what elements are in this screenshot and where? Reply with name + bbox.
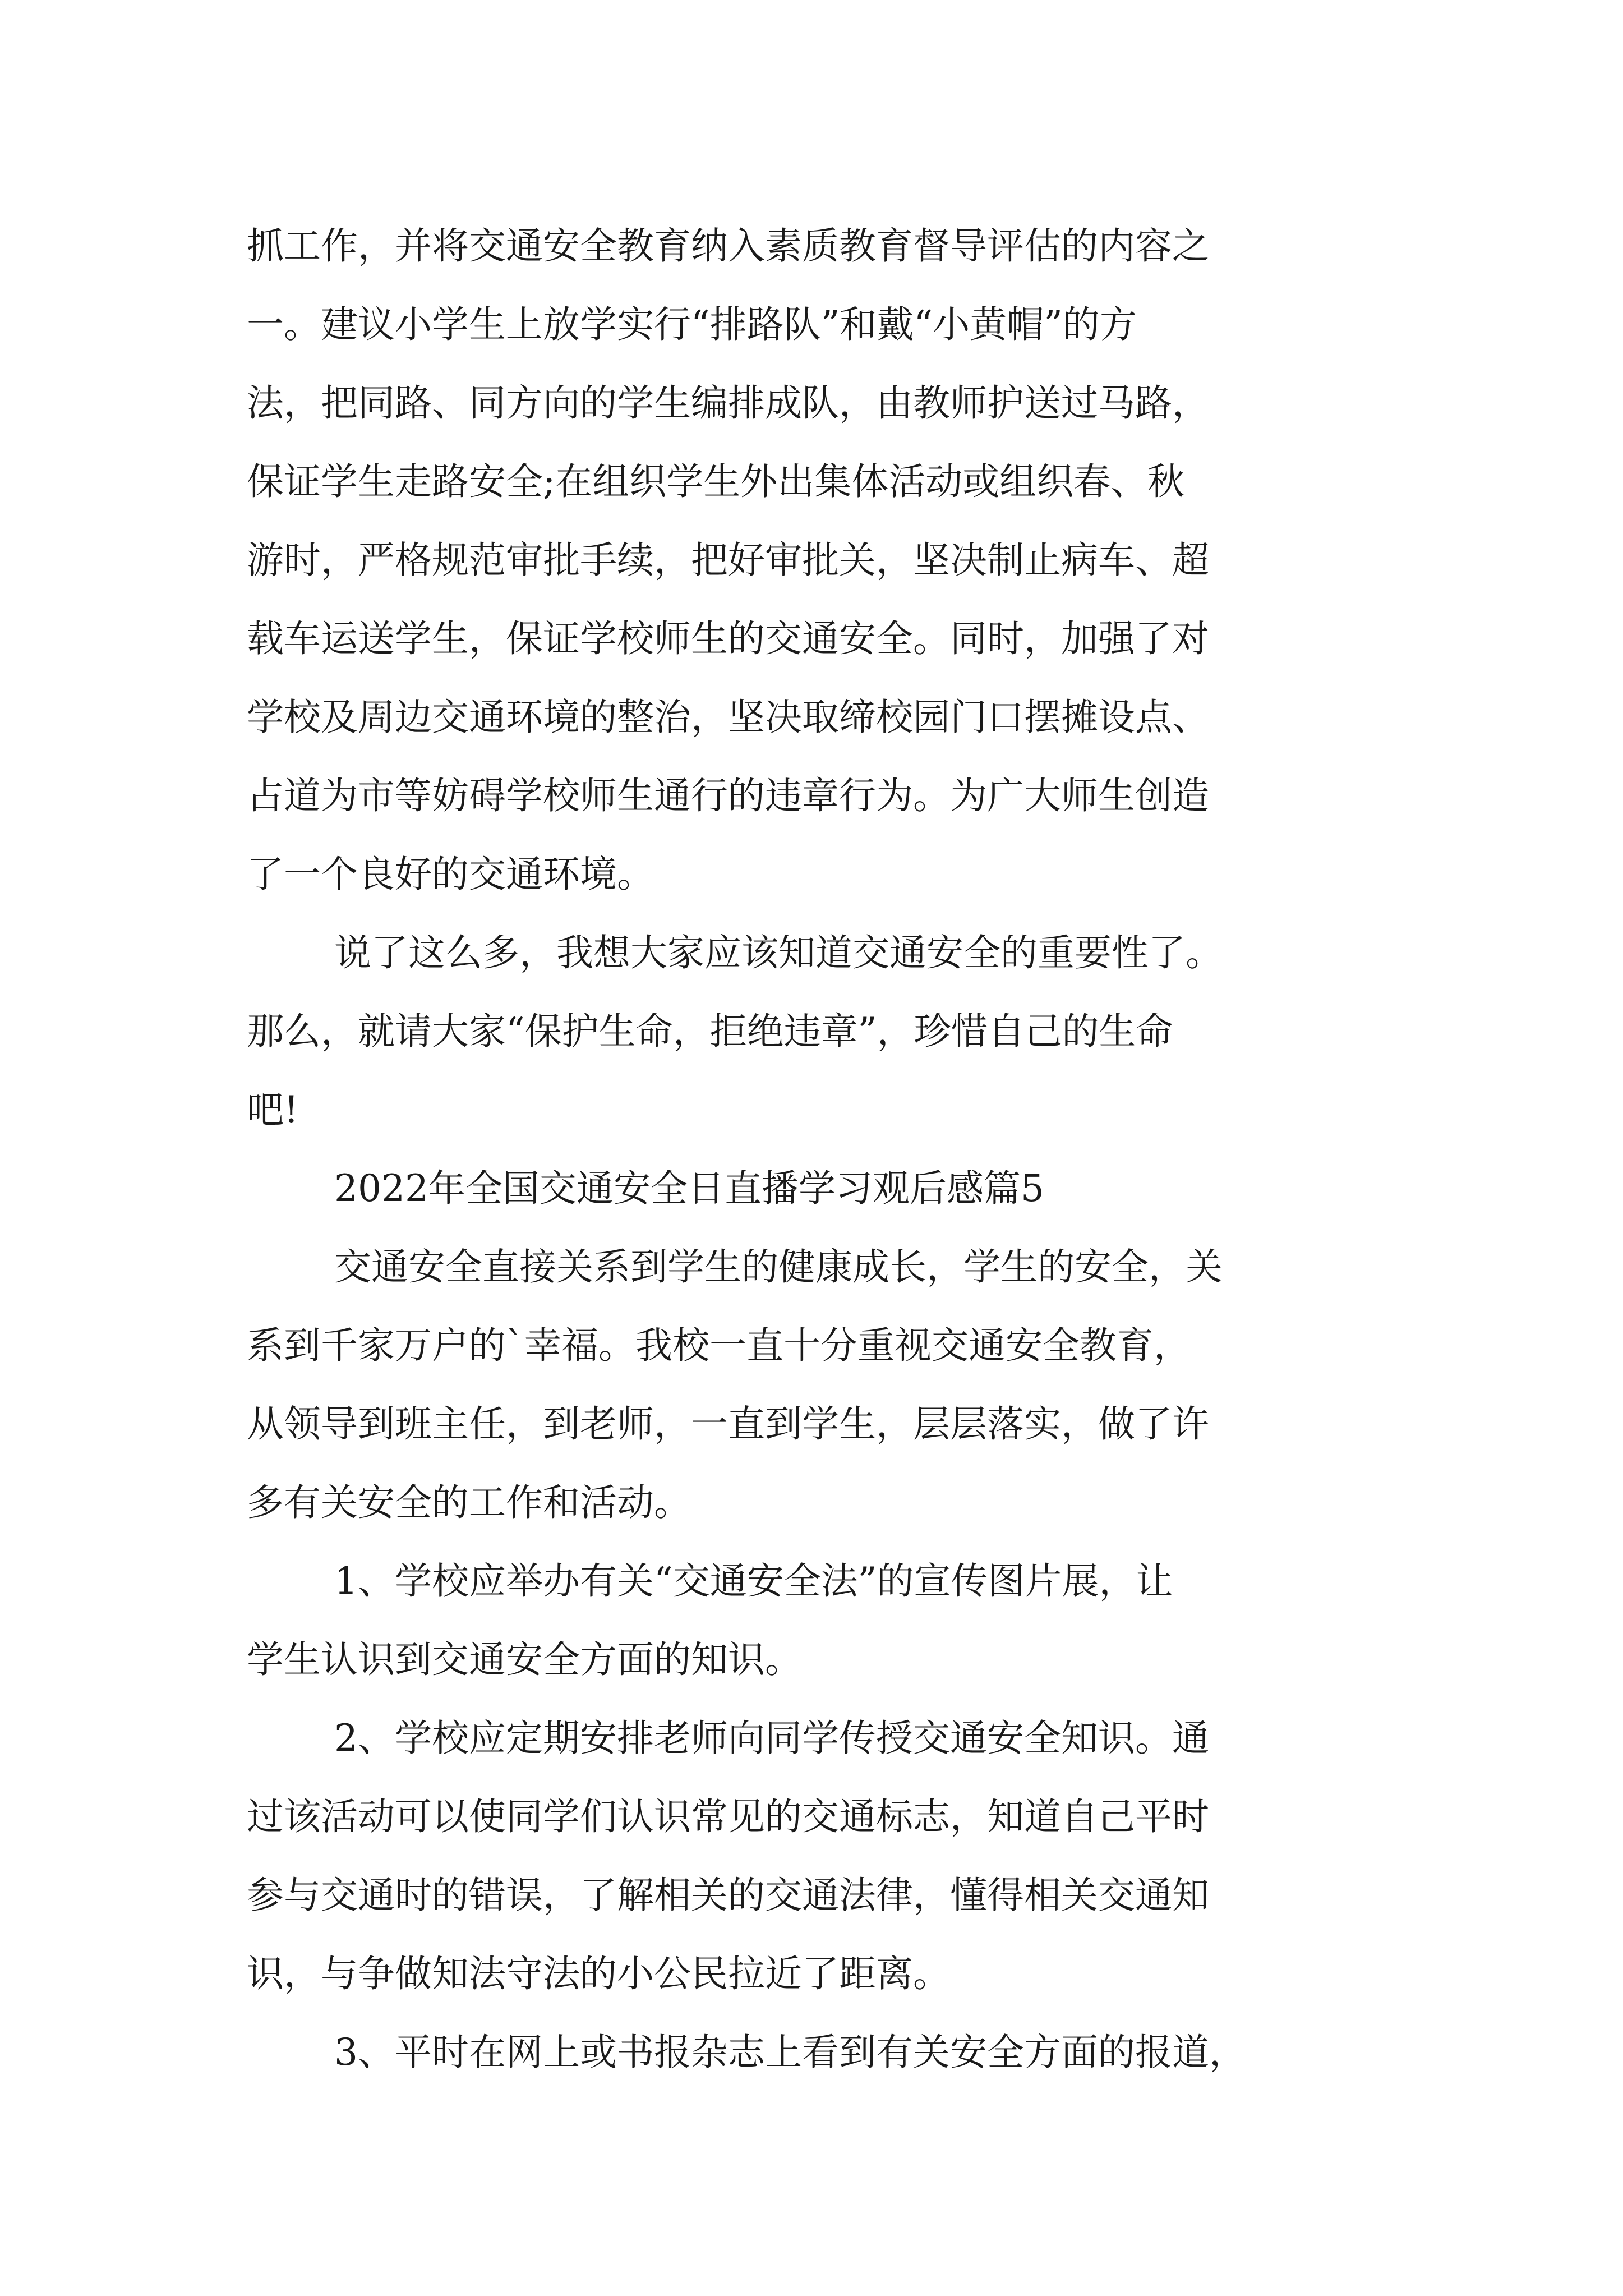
- paragraph-line: 识，与争做知法守法的小公民拉近了距离。: [247, 1952, 950, 1995]
- paragraph-line: 一。建议小学生上放学实行“排路队”和戴“小黄帽”的方: [247, 303, 1137, 346]
- paragraph-line: 2、学校应定期安排老师向同学传授交通安全知识。通: [334, 1717, 1209, 1760]
- paragraph-line: 学校及周边交通环境的整治，坚决取缔校园门口摆摊设点、: [247, 696, 1209, 739]
- paragraph-line: 保证学生走路安全;在组织学生外出集体活动或组织春、秋: [247, 460, 1185, 503]
- paragraph-line: 1、学校应举办有关“交通安全法”的宣传图片展，让: [334, 1559, 1173, 1603]
- paragraph-line: 抓工作，并将交通安全教育纳入素质教育督导评估的内容之: [247, 224, 1209, 268]
- paragraph-line: 法，把同路、同方向的学生编排成队，由教师护送过马路，: [247, 381, 1209, 425]
- paragraph-line: 了一个良好的交通环境。: [247, 853, 654, 896]
- paragraph-line: 多有关安全的工作和活动。: [247, 1481, 691, 1524]
- paragraph-line: 参与交通时的错误，了解相关的交通法律，懂得相关交通知: [247, 1874, 1209, 1917]
- paragraph-line: 从领导到班主任，到老师，一直到学生，层层落实，做了许: [247, 1402, 1209, 1446]
- paragraph-line: 系到千家万户的`幸福。我校一直十分重视交通安全教育，: [247, 1324, 1191, 1367]
- paragraph-line: 载车运送学生，保证学校师生的交通安全。同时，加强了对: [247, 617, 1209, 660]
- paragraph-line: 3、平时在网上或书报杂志上看到有关安全方面的报道，: [334, 2031, 1246, 2074]
- paragraph-line: 占道为市等妨碍学校师生通行的违章行为。为广大师生创造: [247, 774, 1209, 817]
- paragraph-line: 吧!: [247, 1088, 299, 1131]
- paragraph-line: 那么，就请大家“保护生命，拒绝违章”，珍惜自己的生命: [247, 1010, 1173, 1053]
- paragraph-line: 学生认识到交通安全方面的知识。: [247, 1638, 802, 1681]
- section-heading: 2022年全国交通安全日直播学习观后感篇5: [334, 1167, 1044, 1210]
- paragraph-line: 交通安全直接关系到学生的健康成长，学生的安全，关: [334, 1245, 1223, 1289]
- paragraph-line: 游时，严格规范审批手续，把好审批关，坚决制止病车、超: [247, 539, 1209, 582]
- paragraph-line: 过该活动可以使同学们认识常见的交通标志，知道自己平时: [247, 1795, 1209, 1838]
- paragraph-line: 说了这么多，我想大家应该知道交通安全的重要性了。: [334, 931, 1223, 974]
